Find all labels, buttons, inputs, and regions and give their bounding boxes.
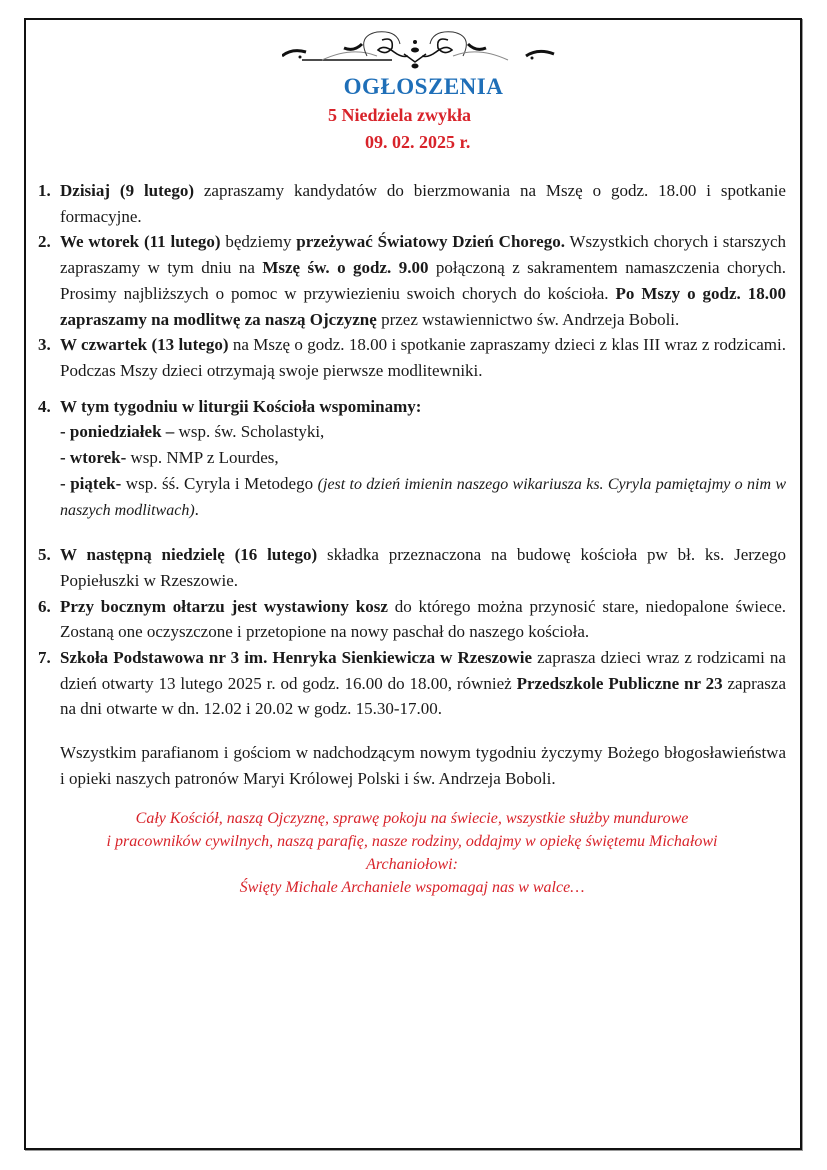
closing-blessing: Wszystkim parafianom i gościom w nadchodzącym nowym tygodniu życzymy Bożego błogosławieństwa i opieki naszych patronów Maryi Królowej Polski i św. Andrzeja Boboli. [60, 743, 786, 788]
memorial-list [38, 419, 786, 470]
memorial-monday: - poniedziałek – wsp. św. Scholastyki, [60, 422, 325, 442]
announcement-item-4: 4. W tym tygodniu w liturgii Kościoła wspominamy: [38, 396, 422, 416]
announcement-item-3: 3. W czwartek (13 lutego) na Mszę o godz. 18.00 i spotkanie zapraszamy dzieci z klas III wraz z rodzicami. Podczas Mszy dzieci otrzymają swoje pierwsze modlitewniki. [38, 335, 786, 380]
sunday-subtitle: 5 Niedziela zwykła [328, 105, 471, 125]
page-title: OGŁOSZENIA [343, 74, 504, 99]
announcement-item-2: 2. We wtorek (11 lutego) będziemy przeżywać Światowy Dzień Chorego. Wszystkich chorych i starszych zapraszamy w tym dniu na Mszę św. o godz. 9.00 połączoną z sakramentem namaszczenia chorych. Prosimy najbliższych o pomoc w przywiezieniu swoich chorych do kościoła. Po Mszy o godz. 18.00 zapraszamy na modlitwę za naszą Ojczyznę przez wstawiennictwo św. Andrzeja Boboli. [38, 232, 787, 329]
decorative-flourish-icon [282, 26, 622, 70]
announcements-list [38, 178, 786, 899]
prayer-to-st-michael: Cały Kościół, naszą Ojczyznę, sprawę pokoju na świecie, wszystkie służby mundurowe i pracowników cywilnych, naszą parafię, nasze rodziny, oddajmy w opiekę świętemu Michałowi Archaniołowi: Święty Michale Archaniele wspomagaj nas w walce… [106, 810, 718, 897]
announcement-item-7: 7. Szkoła Podstawowa nr 3 im. Henryka Sienkiewicza w Rzeszowie zaprasza dzieci wraz z rodzicami na dzień otwarty 13 lutego 2025 r. od godz. 16.00 do 18.00, również Przedszkole Publiczne nr 23 zaprasza na dni otwarte w dn. 12.02 i 20.02 w godz. 15.30-17.00. [38, 647, 786, 719]
memorial-tuesday: - wtorek- wsp. NMP z Lourdes, [60, 448, 279, 468]
announcement-item-5: 5. W następną niedzielę (16 lutego) składka przeznaczona na budowę kościoła pw bł. ks. Jerzego Popiełuszki w Rzeszowie. [38, 545, 786, 590]
announcement-date: 09. 02. 2025 r. [365, 132, 471, 152]
announcement-item-1: 1. Dzisiaj (9 lutego) zapraszamy kandydatów do bierzmowania na Mszę o godz. 18.00 i spotkanie formacyjne. [38, 181, 786, 226]
memorial-friday: - piątek- wsp. śś. Cyryla i Metodego (jest to dzień imienin naszego wikariusza ks. Cyryla pamiętajmy o nim w naszych modlitwach). [60, 473, 786, 520]
announcement-item-6: 6. Przy bocznym ołtarzu jest wystawiony kosz do którego można przynosić stare, niedopalone świece. Zostaną one oczyszczone i przetopione na nowy paschał do naszego kościoła. [38, 596, 786, 642]
